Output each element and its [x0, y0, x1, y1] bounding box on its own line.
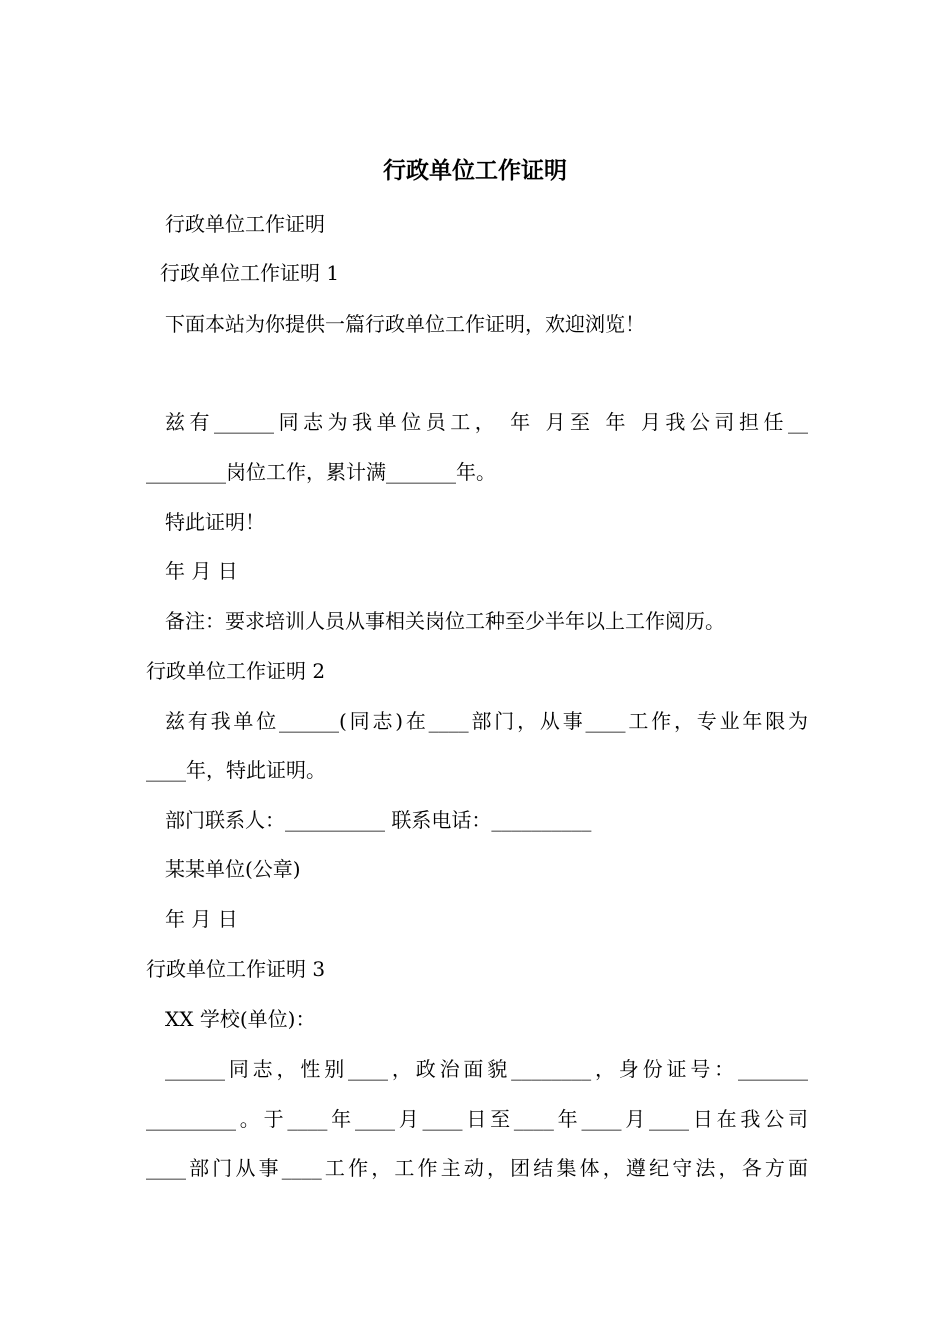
certificate-2-seal: 某某单位(公章) [165, 857, 301, 881]
subtitle-line: 行政单位工作证明 [165, 212, 325, 236]
certificate-3-addressee: XX 学校(单位)： [165, 1007, 316, 1031]
certificate-3-paragraph-line-3: ____部门从事____工作，工作主动，团结集体，遵纪守法，各方面 [146, 1156, 808, 1180]
section-heading-1: 行政单位工作证明 1 [160, 261, 340, 285]
certificate-2-date: 年 月 日 [165, 907, 238, 931]
section-heading-3: 行政单位工作证明 3 [146, 957, 326, 981]
certificate-2-paragraph-line-1: 兹有我单位______(同志)在____部门，从事____工作，专业年限为 [165, 709, 808, 733]
certificate-1-paragraph-line-1: 兹有______同志为我单位员工， 年 月至 年 月我公司担任__ [165, 410, 808, 434]
section-heading-2: 行政单位工作证明 2 [146, 659, 326, 683]
certificate-1-date: 年 月 日 [165, 559, 238, 583]
certificate-2-paragraph-line-2: ____年，特此证明。 [146, 758, 326, 782]
certificate-1-closing: 特此证明！ [165, 510, 265, 534]
intro-paragraph: 下面本站为你提供一篇行政单位工作证明，欢迎浏览！ [165, 312, 645, 336]
certificate-1-paragraph-line-2: ________岗位工作，累计满_______年。 [146, 460, 496, 484]
certificate-3-paragraph-line-1: ______同志，性别____，政治面貌________，身份证号：_______ [165, 1057, 808, 1081]
certificate-2-contacts: 部门联系人：__________ 联系电话：__________ [165, 808, 592, 832]
certificate-1-note: 备注：要求培训人员从事相关岗位工种至少半年以上工作阅历。 [165, 609, 725, 633]
certificate-3-paragraph-line-2: _________。于____年____月____日至____年____月____日在我公司 [146, 1107, 808, 1131]
document-title: 行政单位工作证明 [383, 157, 567, 184]
